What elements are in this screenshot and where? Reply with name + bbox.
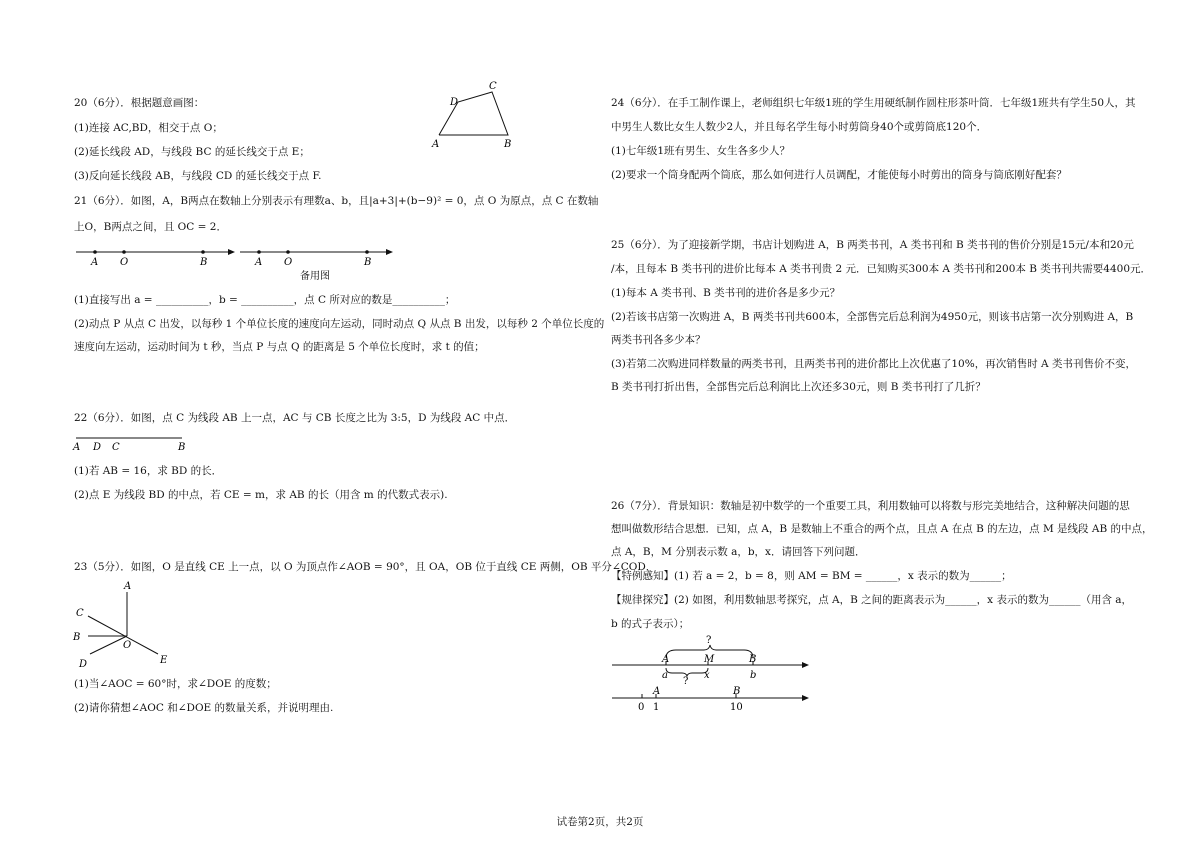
q21-item-1: (1)直接写出 a = __________，b = __________，点 C 所对应的数是__________； (74, 294, 456, 306)
q25-stem-2: /本，且每本 B 类书刊的进价比每本 A 类书刊贵 2 元．已知购买300本 A 类书刊和200本 B 类书刊共需要4400元． (611, 263, 1151, 275)
q26-fig1-value-x: x (704, 670, 710, 681)
q26-fig2-label-b: B (733, 686, 741, 697)
q23-label-d: D (79, 659, 88, 668)
q21-stem-2: 上O，B两点之间，且 OC = 2． (74, 221, 227, 233)
q21-backup-label-b: B (364, 257, 372, 268)
q25-item-3b: B 类书刊打折出售，全部售完后总利润比上次还多30元，则 B 类书刊打了几折？ (611, 381, 986, 393)
q20-item-1: (1)连接 AC,BD，相交于点 O； (74, 122, 223, 134)
q21-backup-label-o: O (284, 257, 293, 268)
q22-item-1: (1)若 AB = 16，求 BD 的长． (74, 465, 223, 477)
q22-stem: 22（6分）．如图，点 C 为线段 AB 上一点，AC 与 CB 长度之比为 3:5，D 为线段 AC 中点． (74, 412, 516, 424)
q26-number-line-figures (606, 632, 826, 714)
q26-item-1: 【特例感知】(1) 若 a = 2，b = 8，则 AM = BM = ______，x 表示的数为______； (611, 570, 1012, 582)
q21-item-2a: (2)动点 P 从点 C 出发，以每秒 1 个单位长度的速度向左运动，同时动点 Q 从点 B 出发，以每秒 2 个单位长度的 (74, 318, 605, 330)
q23-label-c: C (76, 608, 84, 619)
q22-label-c: C (112, 442, 120, 453)
q22-label-a: A (73, 442, 81, 453)
q25-item-1: (1)每本 A 类书刊、B 类书刊的进价各是多少元？ (611, 287, 841, 299)
q26-fig1-value-b: b (750, 670, 757, 681)
q23-label-b: B (73, 632, 81, 643)
q26-fig2-label-a: A (653, 686, 661, 697)
q20-label-d: D (450, 97, 459, 108)
q21-number-line-figure (70, 242, 410, 282)
q23-label-e: E (160, 655, 168, 666)
page-footer: 试卷第2页，共2页 (556, 816, 644, 828)
q23-item-1: (1)当∠AOC = 60°时，求∠DOE 的度数； (74, 678, 277, 690)
q26-fig1-label-m: M (704, 654, 715, 665)
q24-item-2: (2)要求一个筒身配两个筒底，那么如何进行人员调配，才能使每小时剪出的筒身与筒底刚好配套？ (611, 169, 1067, 181)
q23-angle-figure (70, 578, 190, 668)
q25-item-2b: 两类书刊各多少本？ (611, 334, 706, 346)
q26-fig1-bottom-question: ? (683, 676, 689, 687)
q26-fig1-label-a: A (662, 654, 670, 665)
q26-stem-1: 26（7分）．背景知识：数轴是初中数学的一个重要工具，利用数轴可以将数与形完美地结合，这种解决问题的思 (611, 500, 1130, 512)
q26-fig1-top-question: ? (706, 635, 712, 646)
q26-fig2-tick-0: 0 (638, 702, 645, 713)
q25-item-2a: (2)若该书店第一次购进 A，B 两类书刊共600本，全部售完后总利润为4950元，则该书店第一次分别购进 A，B (611, 311, 1134, 323)
q20-stem: 20（6分）．根据题意画图： (74, 97, 205, 109)
q23-label-o: O (123, 640, 132, 651)
q21-label-a: A (91, 257, 99, 268)
q21-label-o: O (120, 257, 129, 268)
q23-label-a: A (124, 581, 132, 592)
q21-label-b: B (200, 257, 208, 268)
q26-stem-2: 想叫做数形结合思想．已知，点 A，B 是数轴上不重合的两个点，且点 A 在点 B 的左边，点 M 是线段 AB 的中点， (611, 523, 1153, 535)
q24-stem-1: 24（6分）．在手工制作课上，老师组织七年级1班的学生用硬纸制作圆柱形茶叶筒．七年级1班共有学生50人，其 (611, 97, 1136, 109)
q21-backup-caption: 备用图 (300, 271, 330, 282)
q22-item-2: (2)点 E 为线段 BD 的中点，若 CE = m，求 AB 的长（用含 m 的代数式表示). (74, 489, 448, 501)
q26-item-2a: 【规律探究】(2) 如图，利用数轴思考探究，点 A，B 之间的距离表示为______，x 表示的数为______（用含 a， (611, 594, 1133, 606)
q26-stem-3: 点 A，B，M 分别表示数 a，b，x．请回答下列问题． (611, 546, 866, 558)
q24-item-1: (1)七年级1班有男生、女生各多少人？ (611, 145, 791, 157)
q25-item-3a: (3)若第二次购进同样数量的两类书刊，且两类书刊的进价都比上次优惠了10%，再次销售时 A 类书刊售价不变， (611, 358, 1136, 370)
q20-item-3: (3)反向延长线段 AB，与线段 CD 的延长线交于点 F. (74, 170, 322, 182)
q21-item-2b: 速度向左运动，运动时间为 t 秒，当点 P 与点 Q 的距离是 5 个单位长度时，求 t 的值； (74, 341, 485, 353)
q22-label-d: D (93, 442, 102, 453)
q23-stem: 23（5分）．如图，O 是直线 CE 上一点，以 O 为顶点作∠AOB = 90°，且 OA，OB 位于直线 CE 两侧，OB 平分∠COD． (74, 561, 657, 573)
q26-item-2b: b 的式子表示）； (611, 618, 690, 630)
q26-fig1-value-a: a (662, 670, 668, 681)
q26-fig1-label-b: B (749, 654, 757, 665)
q26-fig2-tick-10: 10 (730, 702, 743, 713)
q22-label-b: B (178, 442, 186, 453)
q20-item-2: (2)延长线段 AD，与线段 BC 的延长线交于点 E； (74, 146, 310, 158)
q21-backup-label-a: A (255, 257, 263, 268)
q20-label-b: B (504, 139, 512, 150)
q26-fig2-tick-1: 1 (653, 702, 660, 713)
q21-stem-1: 21（6分）．如图，A，B两点在数轴上分别表示有理数a、b，且|a+3|+(b−9)² = 0，点 O 为原点，点 C 在数轴 (74, 195, 599, 207)
q22-segment-figure (70, 430, 200, 454)
q20-label-c: C (489, 81, 497, 92)
q20-label-a: A (432, 139, 440, 150)
q25-stem-1: 25（6分）．为了迎接新学期，书店计划购进 A，B 两类书刊，A 类书刊和 B 类书刊的售价分别是15元/本和20元 (611, 239, 1134, 251)
q20-quadrilateral-figure (425, 78, 525, 153)
q24-stem-2: 中男生人数比女生人数少2人，并且每名学生每小时剪筒身40个或剪筒底120个． (611, 121, 988, 133)
q23-item-2: (2)请你猜想∠AOC 和∠DOE 的数量关系，并说明理由. (74, 702, 334, 714)
